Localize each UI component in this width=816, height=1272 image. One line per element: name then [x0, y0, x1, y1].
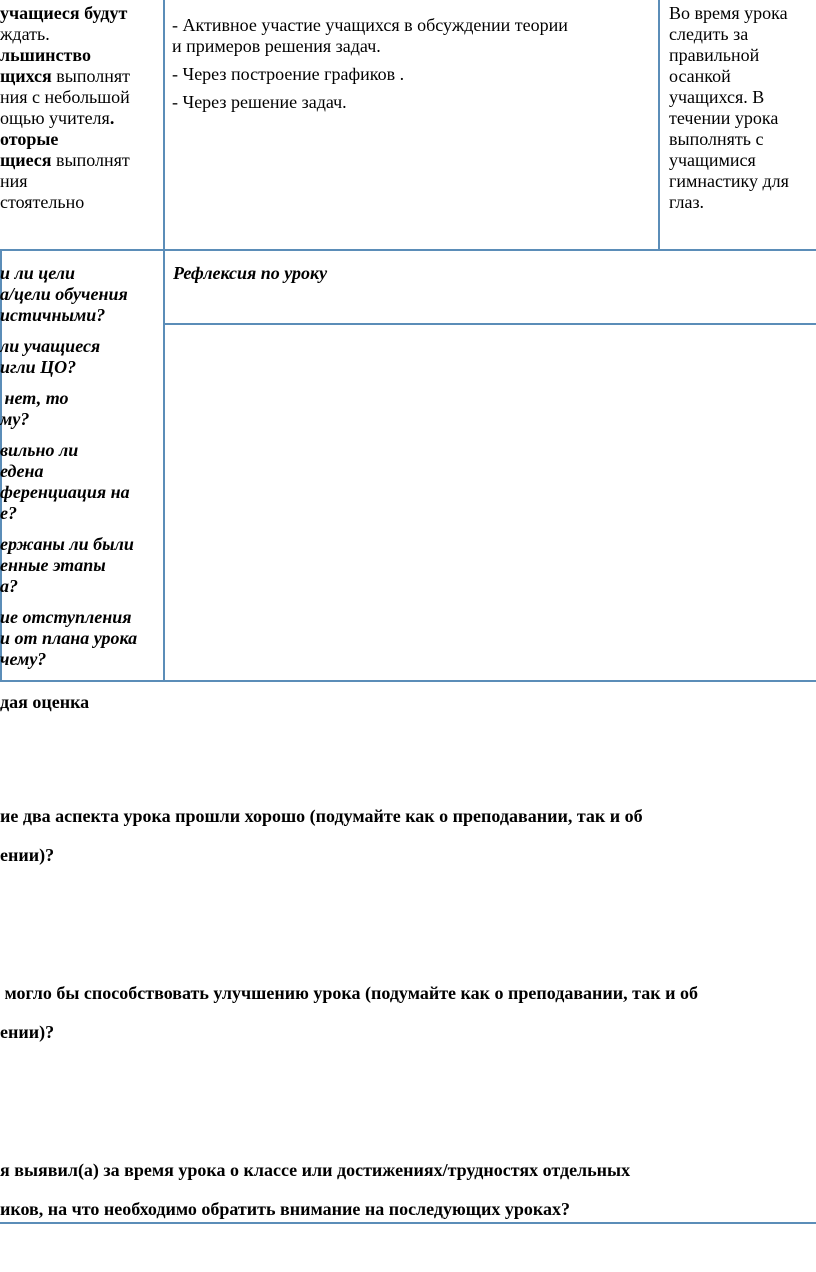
text-run: стоятельно: [0, 192, 85, 212]
activity-item: [172, 15, 652, 57]
text-run: .: [109, 108, 115, 128]
reflection-question-line: енные этапы: [0, 555, 106, 575]
top-left-line: [0, 66, 160, 87]
text-run: ния с небольшой: [0, 87, 130, 107]
reflection-question: [0, 336, 162, 378]
border-row2-bottom: [0, 680, 816, 682]
activity-item: [172, 64, 652, 85]
text-run: учащиеся будут: [0, 3, 128, 23]
reflection-question-line: и ли цели: [0, 263, 76, 283]
reflection-questions: [0, 263, 162, 680]
health-note-line: гимнастику для: [669, 171, 789, 191]
health-note-line: осанкой: [669, 66, 731, 86]
reflection-question: [0, 440, 162, 524]
activity-line: - Через построение графиков .: [172, 64, 405, 84]
text-run: льшинство: [0, 45, 91, 65]
reflection-question-line: нет, то: [0, 388, 69, 408]
summary-title: дая оценка: [0, 692, 90, 712]
activity-line: и примеров решения задач.: [172, 36, 381, 56]
summary-question-line: ении)?: [0, 1022, 55, 1042]
reflection-question-line: е?: [0, 503, 17, 523]
top-left-line: [0, 45, 160, 66]
border-top-right-col: [658, 0, 660, 250]
summary-question-line: могло бы способствовать улучшению урока (подумайте как о преподавании, так и об: [0, 983, 698, 1003]
health-note-line: выполнять с: [669, 129, 764, 149]
reflection-question-line: едена: [0, 461, 44, 481]
reflection-question-line: ли учащиеся: [0, 336, 101, 356]
top-left-line: [0, 171, 160, 192]
text-run: щиеся: [0, 150, 52, 170]
top-left-line: [0, 24, 160, 45]
top-middle-cell: [172, 15, 652, 120]
reflection-heading: Рефлексия по уроку: [173, 263, 328, 283]
text-run: выполнят: [51, 66, 131, 86]
activity-line: - Через решение задач.: [172, 92, 347, 112]
summary-question-line: ении)?: [0, 845, 55, 865]
reflection-question: [0, 607, 162, 670]
text-run: оторые: [0, 129, 59, 149]
top-left-line: [0, 3, 160, 24]
text-run: щихся: [0, 66, 52, 86]
reflection-question-line: ержаны ли были: [0, 534, 134, 554]
summary-question-line: я выявил(а) за время урока о классе или достижениях/трудностях отдельных: [0, 1160, 631, 1180]
reflection-question-line: игли ЦО?: [0, 357, 77, 377]
reflection-question-line: а/цели обучения: [0, 284, 128, 304]
top-right-cell: [669, 3, 814, 213]
reflection-question-line: а?: [0, 576, 18, 596]
top-left-line: [0, 150, 160, 171]
activity-line: - Активное участие учащихся в обсуждении теории: [172, 15, 568, 35]
reflection-question-line: ие отступления: [0, 607, 132, 627]
reflection-question-line: и от плана урока: [0, 628, 138, 648]
summary-question-line: иков, на что необходимо обратить внимание на последующих уроках?: [0, 1199, 570, 1219]
border-top-left-col: [163, 0, 165, 681]
reflection-question: [0, 263, 162, 326]
reflection-question-line: чему?: [0, 649, 47, 669]
summary-question-line: ие два аспекта урока прошли хорошо (подумайте как о преподавании, так и об: [0, 806, 643, 826]
reflection-question: [0, 534, 162, 597]
summary-question-3: [0, 1142, 630, 1238]
reflection-question: [0, 388, 162, 430]
reflection-question-line: му?: [0, 409, 30, 429]
border-reflection-heading-bottom: [163, 323, 816, 325]
health-note-line: следить за: [669, 24, 749, 44]
top-left-cell: [0, 3, 160, 213]
border-row1-bottom: [0, 249, 816, 251]
text-run: ощью учителя: [0, 108, 110, 128]
text-run: ждать.: [0, 24, 50, 44]
health-note-line: Во время урока: [669, 3, 788, 23]
top-left-line: [0, 129, 160, 150]
top-left-line: [0, 108, 160, 129]
activity-item: [172, 92, 652, 113]
reflection-question-line: истичными?: [0, 305, 106, 325]
reflection-question-line: вильно ли: [0, 440, 79, 460]
health-note-line: течении урока: [669, 108, 779, 128]
top-left-line: [0, 192, 160, 213]
text-run: ния: [0, 171, 28, 191]
health-note-line: правильной: [669, 45, 760, 65]
top-left-line: [0, 87, 160, 108]
text-run: выполнят: [51, 150, 130, 170]
summary-question-2: [0, 965, 698, 1061]
health-note-line: глаз.: [669, 192, 705, 212]
health-note-line: учащихся. В: [669, 87, 765, 107]
health-note-line: учащимися: [669, 150, 756, 170]
summary-question-1: [0, 788, 643, 884]
reflection-question-line: ференциация на: [0, 482, 130, 502]
